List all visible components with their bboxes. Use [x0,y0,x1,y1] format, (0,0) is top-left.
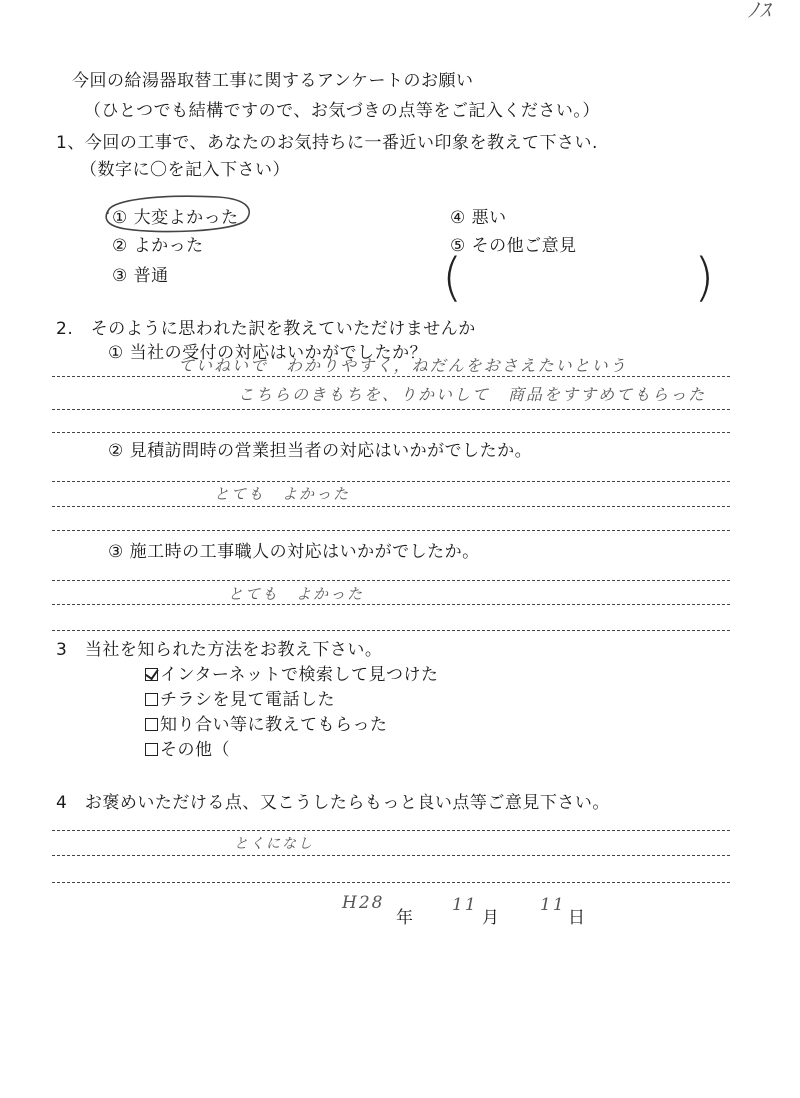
checkbox-icon[interactable] [145,693,158,706]
q2-sub2: ② 見積訪問時の営業担当者の対応はいかがでしたか。 [108,441,533,461]
answer-circle-mark [98,192,256,236]
corner-mark: ﾉｽ [748,0,772,22]
date-year-value: H28 [342,893,385,913]
date-day-label: 日 [568,908,586,928]
checkbox-icon[interactable] [145,743,158,756]
q2-sub1: ① 当社の受付の対応はいかがでしたか？ [108,343,428,363]
q3-option-flyer-label: チラシを見て電話した [160,690,335,710]
q2-answer1-rule-2 [52,409,730,410]
q3-option-referral[interactable] [145,710,388,735]
q2-answer1-rule-3 [52,432,730,433]
q3-question: 3 当社を知られた方法をお教え下さい。 [56,640,383,660]
q2-answer2-rule-3 [52,530,730,531]
date-month-value: 11 [452,895,478,915]
q4-question: 4 お褒めいただける点、又こうしたらもっと良い点等ご意見下さい。 [56,793,610,813]
survey-subtitle: （ひとつでも結構ですので、お気づきの点等をご記入ください。） [84,101,600,121]
checkbox-icon[interactable] [145,718,158,731]
q2-answer3-rule-3 [52,630,730,631]
q1-question: 1、今回の工事で、あなたのお気持ちに一番近い印象を教えて下さい. [56,133,598,153]
q2-answer2-rule-1 [52,481,730,482]
q2-answer2-rule-2 [52,506,730,507]
q1-other-close-paren: ) [694,248,715,308]
q2-answer3: とても よかった [228,585,365,603]
date-month-label: 月 [482,908,500,928]
q4-answer: とくになし [234,836,314,852]
q3-option-referral-label: 知り合い等に教えてもらった [160,715,388,735]
q3-option-other[interactable] [145,735,230,760]
q4-answer-rule-3 [52,882,730,883]
q3-option-other-label: その他（ [160,740,230,760]
q1-other-open-paren: ( [442,248,463,308]
date-day-value: 11 [540,895,566,915]
q1-option-1[interactable]: ① 大変よかった [112,208,239,228]
q3-option-internet[interactable] [145,660,438,685]
q2-answer3-rule-2 [52,604,730,605]
checkbox-checked-icon[interactable] [145,668,158,681]
q2-answer1-line1: ていねいで わかりやすく，ねだんをおさえたいという [178,356,628,375]
q1-option-3[interactable]: ③ 普通 [112,266,169,286]
survey-title: 今回の給湯器取替工事に関するアンケートのお願い [72,71,474,91]
q2-answer3-rule-1 [52,580,730,581]
q1-instruction: （数字に〇を記入下さい） [80,160,290,180]
q4-answer-rule-1 [52,830,730,831]
q4-answer-rule-2 [52,855,730,856]
q2-answer1-line2: こちらのきもちを、りかいして 商品をすすめてもらった [238,385,707,404]
q3-option-flyer[interactable] [145,685,335,710]
q2-answer1-rule-1 [52,376,730,377]
q1-option-2[interactable]: ② よかった [112,236,204,256]
q2-sub3: ③ 施工時の工事職人の対応はいかがでしたか。 [108,542,480,562]
q3-option-internet-label: インターネットで検索して見つけた [160,665,439,685]
q2-answer2: とても よかった [214,485,351,503]
q2-question: 2. そのように思われた訳を教えていただけませんか [56,319,476,339]
q1-option-5[interactable]: ⑤ その他ご意見 [450,236,577,256]
q1-option-4[interactable]: ④ 悪い [450,208,507,228]
date-year-label: 年 [396,908,414,928]
